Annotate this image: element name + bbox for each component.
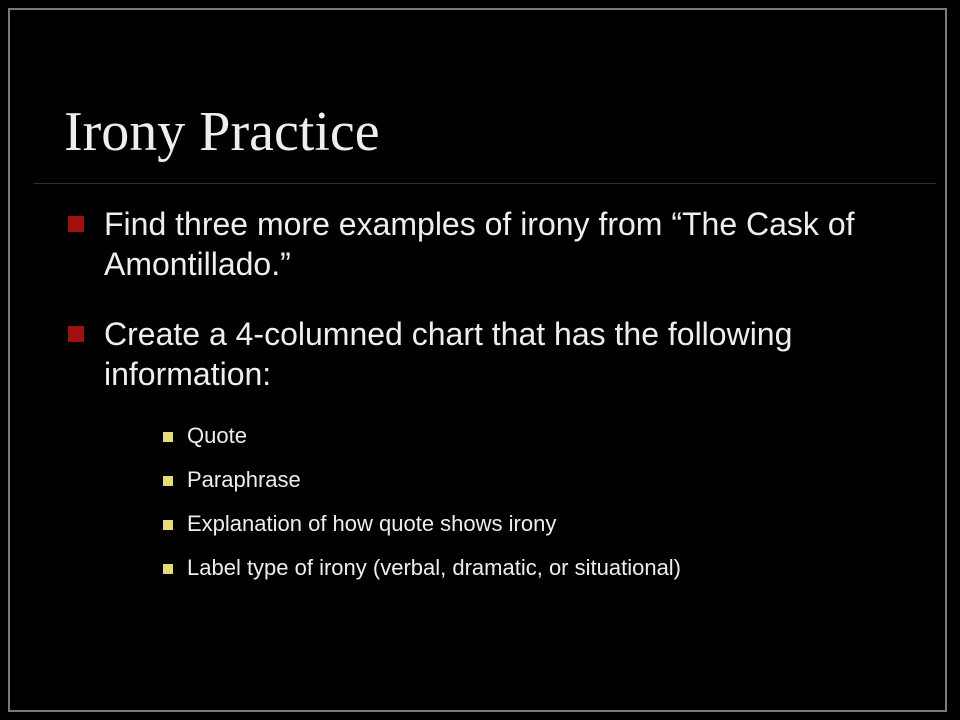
square-bullet-icon: [68, 326, 84, 342]
square-sub-bullet-icon: [163, 564, 173, 574]
square-sub-bullet-icon: [163, 520, 173, 530]
bullet-item-find-examples: [104, 204, 864, 284]
sub-bullet-text: Paraphrase: [187, 467, 301, 492]
sub-bullet-item-explanation: [187, 508, 847, 540]
sub-bullet-text: Explanation of how quote shows irony: [187, 511, 557, 536]
sub-bullet-item-quote: [187, 420, 847, 452]
sub-bullet-text: Label type of irony (verbal, dramatic, or situational): [187, 555, 682, 580]
bullet-text: Find three more examples of irony from “The Cask of Amontillado.”: [104, 206, 855, 282]
bullet-item-create-chart: [104, 314, 864, 394]
sub-bullet-text: Quote: [187, 423, 247, 448]
square-bullet-icon: [68, 216, 84, 232]
slide-title: Irony Practice: [64, 101, 380, 163]
square-sub-bullet-icon: [163, 432, 173, 442]
square-sub-bullet-icon: [163, 476, 173, 486]
title-divider: [34, 183, 936, 184]
bullet-text: Create a 4-columned chart that has the following information:: [104, 316, 793, 392]
sub-bullet-item-paraphrase: [187, 464, 847, 496]
sub-bullet-item-label-type: [187, 552, 777, 584]
